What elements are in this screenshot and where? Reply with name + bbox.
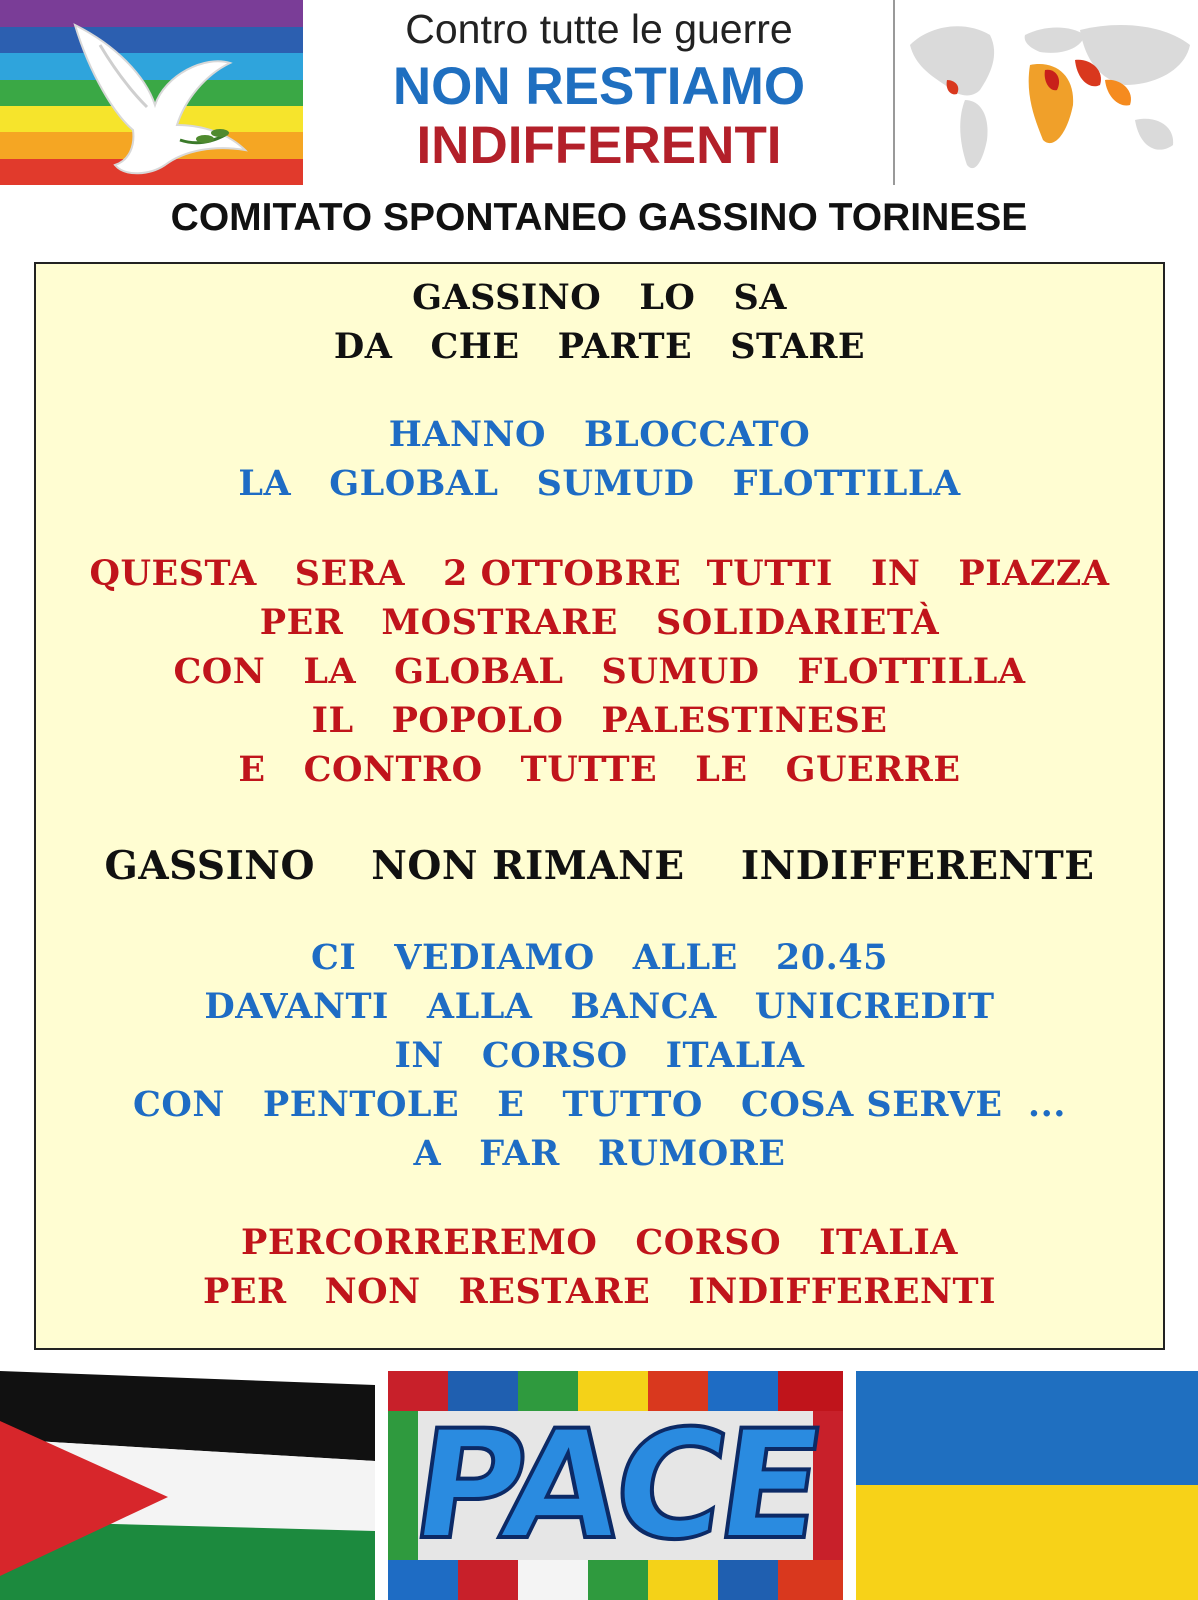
world-map-icon — [893, 0, 1198, 185]
rainbow-peace-banner — [0, 0, 303, 185]
poster-line: PERCORREREMO CORSO ITALIA — [241, 1222, 958, 1263]
poster-line: CI VEDIAMO ALLE 20.45 — [311, 937, 888, 978]
pace-image — [388, 1371, 843, 1600]
poster-line: HANNO BLOCCATO — [388, 414, 811, 455]
poster-line: DA CHE PARTE STARE — [333, 326, 866, 367]
poster-line: IN CORSO ITALIA — [394, 1035, 805, 1076]
poster-line: PER MOSTRARE SOLIDARIETÀ — [259, 602, 940, 643]
dove-icon — [55, 15, 255, 180]
pace-word: PACE — [402, 1399, 829, 1573]
poster-line: A FAR RUMORE — [413, 1133, 786, 1174]
poster-line: DAVANTI ALLA BANCA UNICREDIT — [204, 986, 995, 1027]
slogan-line-1: Contro tutte le guerre — [405, 6, 793, 52]
header-slogan — [303, 0, 895, 185]
poster-line: GASSINO LO SA — [412, 277, 787, 318]
poster-line: IL POPOLO PALESTINESE — [311, 700, 888, 741]
palestine-flag-icon — [0, 1371, 375, 1600]
poster-line: GASSINO NON RIMANE INDIFFERENTE — [104, 843, 1095, 889]
ukraine-flag-icon — [856, 1371, 1198, 1600]
poster-line: PER NON RESTARE INDIFFERENTI — [203, 1271, 996, 1312]
poster-line: LA GLOBAL SUMUD FLOTTILLA — [238, 463, 961, 504]
poster-line: QUESTA SERA 2 OTTOBRE TUTTI IN PIAZZA — [89, 553, 1110, 594]
slogan-line-2: NON RESTIAMO — [392, 57, 806, 116]
poster-line: CON LA GLOBAL SUMUD FLOTTILLA — [173, 651, 1026, 692]
committee-title: COMITATO SPONTANEO GASSINO TORINESE — [170, 196, 1028, 239]
poster-line: CON PENTOLE E TUTTO COSA SERVE ... — [133, 1084, 1066, 1125]
poster-line: E CONTRO TUTTE LE GUERRE — [238, 749, 961, 790]
slogan-line-3: INDIFFERENTI — [416, 116, 782, 175]
